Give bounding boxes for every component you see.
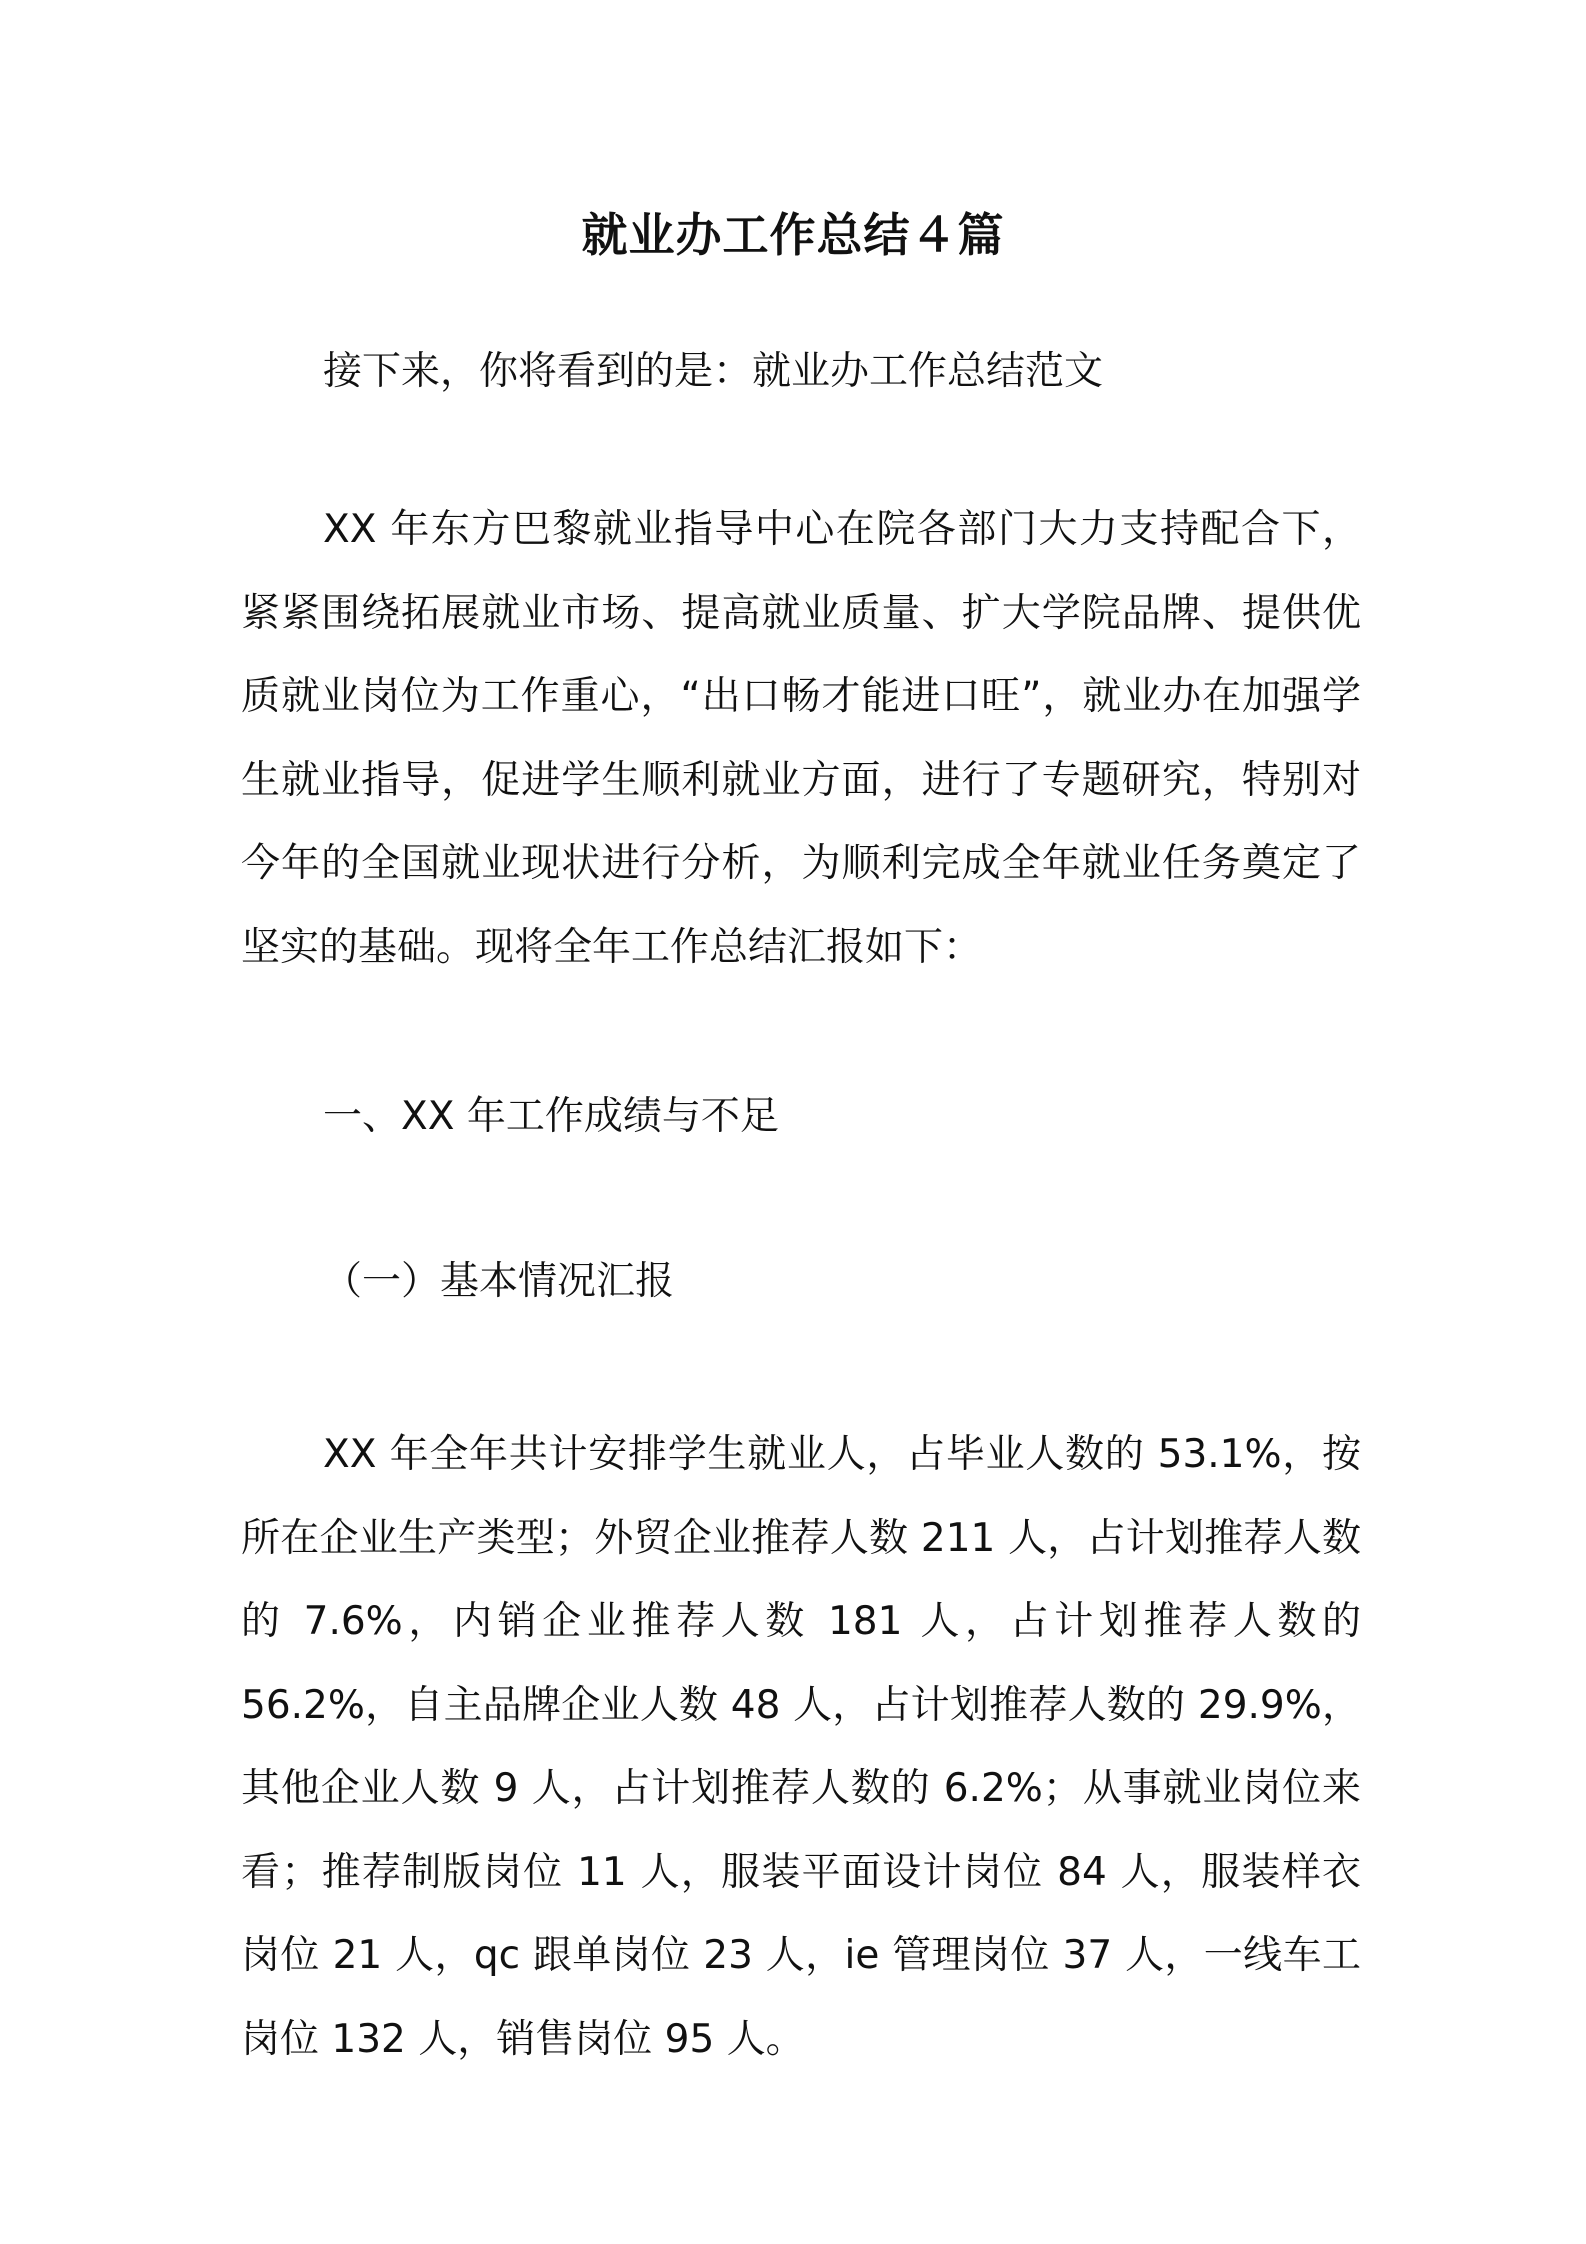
body-paragraph-1: XX 年东方巴黎就业指导中心在院各部门大力支持配合下，紧紧围绕拓展就业市场、提高就业质量、扩大学院品牌、提供优质就业岗位为工作重心，“出口畅才能进口旺”，就业办在加强学生就业指导，促进学生顺利就业方面，进行了专题研究，特别对今年的全国就业现状进行分析，为顺利完成全年就业任务奠定了坚实的基础。现将全年工作总结汇报如下： (241, 507, 1361, 970)
intro-paragraph: 接下来，你将看到的是：就业办工作总结范文 (323, 349, 1104, 394)
subsection-heading: （一）基本情况汇报 (323, 1259, 675, 1304)
section-heading: 一、XX 年工作成绩与不足 (323, 1094, 779, 1139)
document-title: 就业办工作总结４篇 (581, 208, 1005, 262)
body-paragraph-2: XX 年全年共计安排学生就业人，占毕业人数的 53.1%，按所在企业生产类型；外贸企业推荐人数 211 人，占计划推荐人数的 7.6%，内销企业推荐人数 181 人，占计划推荐人数的 56.2%，自主品牌企业人数 48 人，占计划推荐人数的 29.9%，其他企业人数 9 人，占计划推荐人数的 6.2%；从事就业岗位来看；推荐制版岗位 11 人，服装平面设计岗位 84 人，服装样衣岗位 21 人，qc 跟单岗位 23 人，ie 管理岗位 37 人，一线车工岗位 132 人，销售岗位 95 人。 (241, 1432, 1361, 2062)
